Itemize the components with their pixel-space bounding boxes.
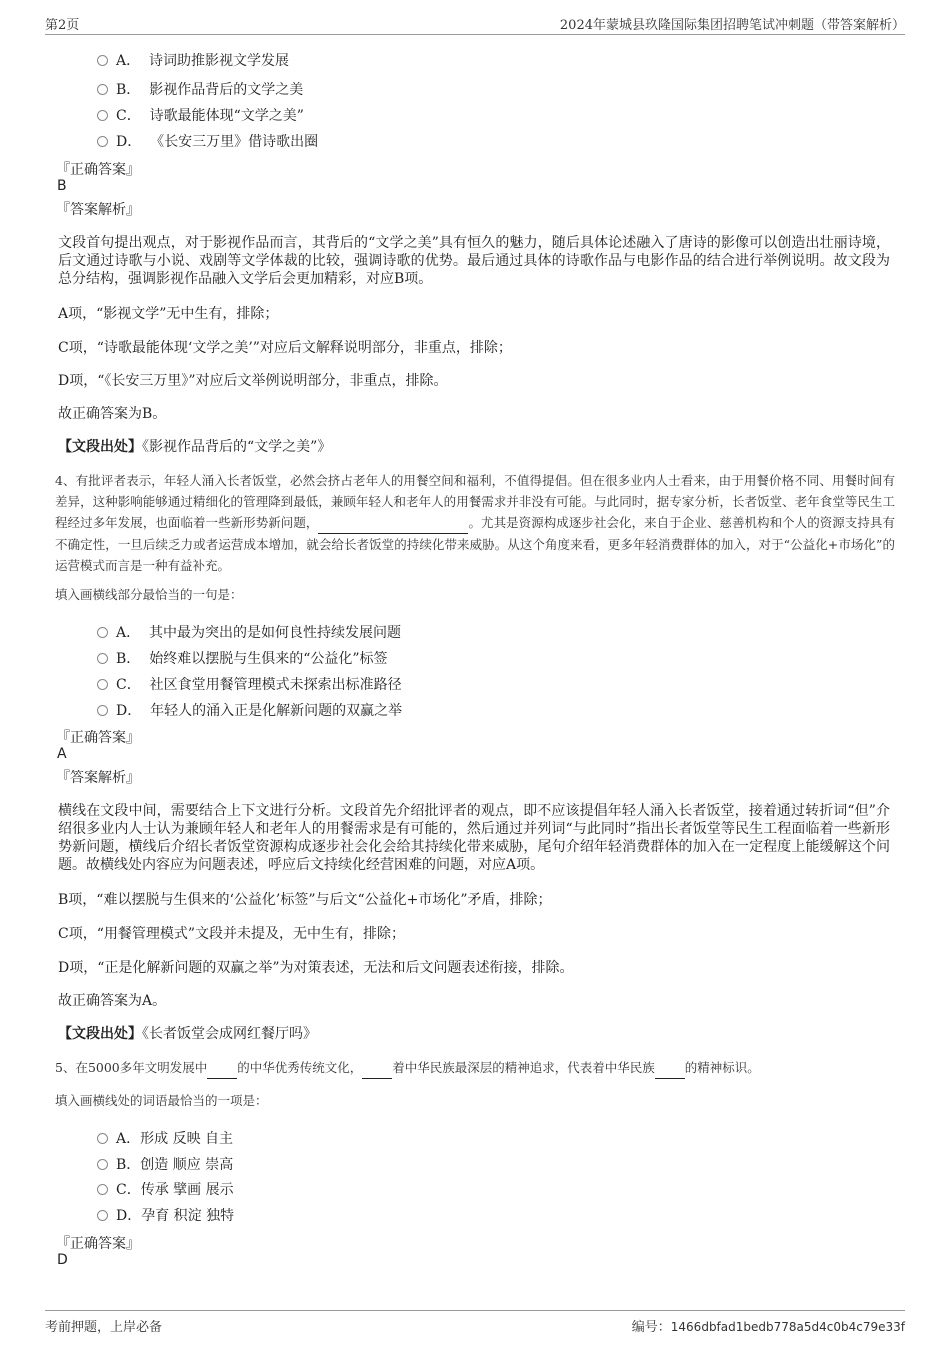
radio-icon[interactable] xyxy=(97,1184,108,1195)
q4-option-b[interactable]: B． 始终难以摆脱与生俱来的“公益化”标签 xyxy=(97,648,388,668)
radio-icon[interactable] xyxy=(97,55,108,66)
q4-source: 【文段出处】《长者饭堂会成网红餐厅吗》 xyxy=(58,1026,317,1042)
page-footer xyxy=(45,1310,905,1335)
q3-note-a: A项，“影视文学”无中生有，排除； xyxy=(58,306,279,322)
q5-blank-1 xyxy=(207,1057,237,1079)
radio-icon[interactable] xyxy=(97,705,108,716)
document-title: 2024年蒙城县玖隆国际集团招聘笔试冲刺题（带答案解析） xyxy=(559,18,905,33)
q3-option-b[interactable]: B． 影视作品背后的文学之美 xyxy=(97,79,303,99)
q4-option-d[interactable]: D． 年轻人的涌入正是化解新问题的双赢之举 xyxy=(97,700,402,720)
radio-icon[interactable] xyxy=(97,679,108,690)
q3-analysis: 文段首句提出观点，对于影视作品而言，其背后的“文学之美”具有恒久的魅力，随后具体论述融入了唐诗的影像可以创造出壮丽诗境，后文通过诗歌与小说、戏剧等文学体裁的比较，强调诗歌的优势。最后通过具体的诗歌作品与电影作品的结合进行举例说明。故文段为总分结构，强调影视作品融入文学后会更加精彩，对应B项。 xyxy=(58,235,890,287)
q5-answer: D xyxy=(57,1252,68,1268)
page-number: 第2页 xyxy=(45,18,80,33)
q3-option-a[interactable]: A． 诗词助推影视文学发展 xyxy=(97,50,289,70)
q4-prompt: 填入画横线部分最恰当的一句是： xyxy=(55,587,243,602)
q5-option-a[interactable]: A．形成 反映 自主 xyxy=(97,1128,233,1148)
q4-analysis-label: 『答案解析』 xyxy=(56,770,140,786)
radio-icon[interactable] xyxy=(97,136,108,147)
q3-answer: B xyxy=(57,178,67,194)
q4-analysis: 横线在文段中间，需要结合上下文进行分析。文段首先介绍批评者的观点，即不应该提倡年轻人涌入长者饭堂，接着通过转折词“但”介绍很多业内人士认为兼顾年轻人和老年人的用餐需求是有可能的，然后通过并列词“与此同时”指出长者饭堂等民生工程面临着一些新形势新问题，横线后介绍长者饭堂资源构成逐步社会化会给其持续化带来威胁，尾句介绍年轻消费群体的加入在一定程度上能缓解这个问题。故横线处内容应为问题表述，呼应后文持续化经营困难的问题，对应A项。 xyxy=(58,803,890,873)
q4-conclusion: 故正确答案为A。 xyxy=(58,993,167,1009)
radio-icon[interactable] xyxy=(97,1133,108,1144)
q4-answer-label: 『正确答案』 xyxy=(56,730,140,746)
q5-option-b[interactable]: B．创造 顺应 崇高 xyxy=(97,1154,233,1174)
q5-blank-2 xyxy=(362,1057,392,1079)
radio-icon[interactable] xyxy=(97,627,108,638)
document-code: 编号：1466dbfad1bedb778a5d4c0b4c79e33f xyxy=(631,1320,905,1335)
q3-conclusion: 故正确答案为B。 xyxy=(58,406,167,422)
q5-blank-3 xyxy=(655,1057,685,1079)
q3-source: 【文段出处】《影视作品背后的“文学之美”》 xyxy=(58,439,332,455)
radio-icon[interactable] xyxy=(97,1159,108,1170)
q4-option-a[interactable]: A． 其中最为突出的是如何良性持续发展问题 xyxy=(97,622,401,642)
q5-prompt: 填入画横线处的词语最恰当的一项是： xyxy=(55,1093,268,1108)
radio-icon[interactable] xyxy=(97,84,108,95)
radio-icon[interactable] xyxy=(97,110,108,121)
q4-note-c: C项，“用餐管理模式”文段并未提及，无中生有，排除； xyxy=(58,926,406,942)
q3-option-d[interactable]: D． 《长安三万里》借诗歌出圈 xyxy=(97,131,318,151)
page-header xyxy=(45,12,905,35)
radio-icon[interactable] xyxy=(97,1210,108,1221)
q3-note-c: C项，“诗歌最能体现‘文学之美’”对应后文解释说明部分，非重点，排除； xyxy=(58,340,512,356)
q3-note-d: D项，“《长安三万里》”对应后文举例说明部分，非重点，排除。 xyxy=(58,373,448,389)
q3-answer-label: 『正确答案』 xyxy=(56,162,140,178)
q4-note-d: D项，“正是化解新问题的双赢之举”为对策表述，无法和后文问题表述衔接，排除。 xyxy=(58,960,574,976)
q4-note-b: B项，“难以摆脱与生俱来的‘公益化’标签”与后文“公益化+市场化”矛盾，排除； xyxy=(58,892,552,908)
q5-option-d[interactable]: D．孕育 积淀 独特 xyxy=(97,1205,234,1225)
q4-answer: A xyxy=(57,746,67,762)
q5-option-c[interactable]: C．传承 擘画 展示 xyxy=(97,1179,234,1199)
footer-slogan: 考前押题，上岸必备 xyxy=(45,1320,163,1335)
q4-blank xyxy=(318,512,468,534)
radio-icon[interactable] xyxy=(97,653,108,664)
q5-stem: 5、在5000多年文明发展中 的中华优秀传统文化， 着中华民族最深层的精神追求，代表着中华民族 的精神标识。 xyxy=(55,1057,895,1079)
q4-option-c[interactable]: C． 社区食堂用餐管理模式未探索出标准路径 xyxy=(97,674,402,694)
q5-answer-label: 『正确答案』 xyxy=(56,1236,140,1252)
q3-analysis-label: 『答案解析』 xyxy=(56,202,140,218)
q4-stem: 4、有批评者表示，年轻人涌入长者饭堂，必然会挤占老年人的用餐空间和福利，不值得提倡。但在很多业内人士看来，由于用餐价格不同、用餐时间有差异，这种影响能够通过精细化的管理降到最低，兼顾年轻人和老年人的用餐需求并非没有可能。与此同时，据专家分析，长者饭堂、老年食堂等民生工程经过多年发展，也面临着一些新形势新问题， 。尤其是资源构成逐步社会化，来自于企业、慈善机构和个人的资源支持具有不确定性，一旦后续乏力或者运营成本增加，就会给长者饭堂的持续化带来威胁。从这个角度来看，更多年轻消费群体的加入，对于“公益化+市场化”的运营模式而言是一种有益补充。 xyxy=(55,473,895,573)
q3-option-c[interactable]: C． 诗歌最能体现“文学之美” xyxy=(97,105,304,125)
